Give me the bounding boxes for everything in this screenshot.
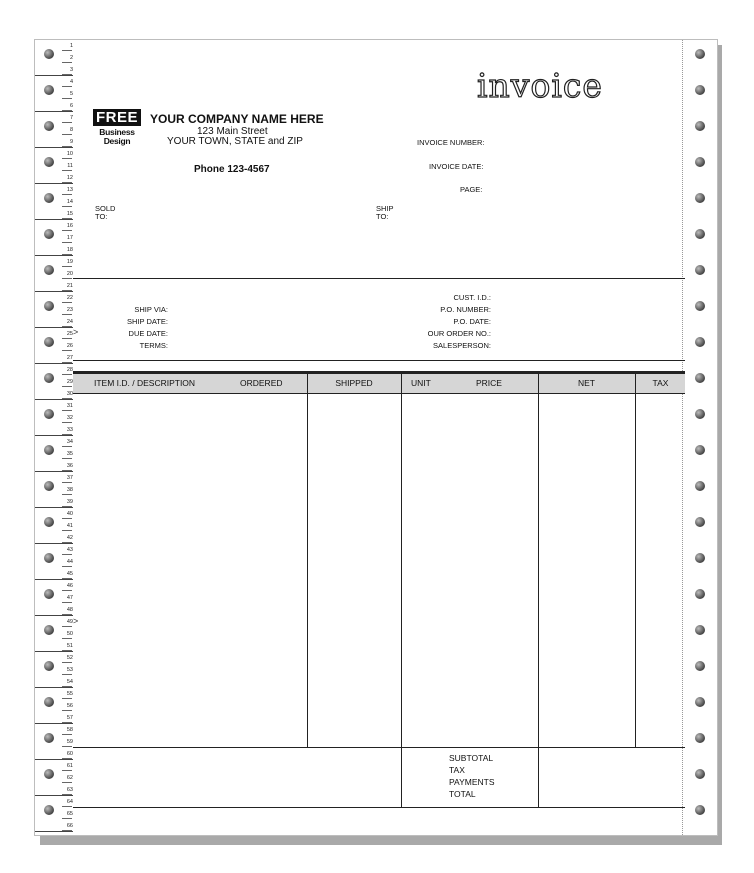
line-number: 43 (66, 547, 73, 553)
line-tick (62, 638, 72, 639)
strip-division (35, 795, 73, 796)
tractor-hole (44, 265, 54, 275)
tractor-hole (695, 481, 705, 491)
strip-division (35, 615, 73, 616)
tractor-hole (44, 589, 54, 599)
line-number: 58 (66, 727, 73, 733)
tractor-hole (44, 625, 54, 635)
line-tick (62, 410, 72, 411)
cust-id-label: CUST. I.D.: (453, 293, 491, 302)
tractor-hole (695, 49, 705, 59)
column-divider-tax-left (635, 374, 636, 748)
salesperson-label: SALESPERSON: (433, 341, 491, 350)
terms-label: TERMS: (139, 341, 168, 350)
line-number: 53 (66, 667, 73, 673)
line-number: 20 (66, 271, 73, 277)
due-date-label: DUE DATE: (128, 329, 168, 338)
line-number: 65 (66, 811, 73, 817)
tractor-hole (695, 301, 705, 311)
tractor-hole (44, 157, 54, 167)
line-tick (62, 662, 72, 663)
tractor-hole (44, 85, 54, 95)
line-number: 51 (66, 643, 73, 649)
line-tick (62, 314, 72, 315)
invoice-number-label: INVOICE NUMBER: (417, 138, 485, 147)
line-number: 61 (66, 763, 73, 769)
line-number: 62 (66, 775, 73, 781)
line-number: 52 (66, 655, 73, 661)
tractor-hole (44, 121, 54, 131)
line-number: 56 (66, 703, 73, 709)
free-business-design-logo (93, 109, 141, 146)
tractor-hole (695, 625, 705, 635)
line-tick (62, 422, 72, 423)
tractor-hole (695, 373, 705, 383)
logo-free: FREE (93, 109, 141, 126)
tractor-hole (695, 589, 705, 599)
strip-division (35, 759, 73, 760)
tractor-hole (44, 661, 54, 671)
line-tick (62, 158, 72, 159)
line-number: 17 (66, 235, 73, 241)
strip-division (35, 543, 73, 544)
column-divider-shipped-left (307, 374, 308, 748)
tractor-hole (695, 409, 705, 419)
ship-to-label (376, 205, 394, 221)
strip-division (35, 75, 73, 76)
strip-division (35, 687, 73, 688)
tractor-hole (695, 157, 705, 167)
column-divider-net-left (538, 374, 539, 808)
col-unit: UNIT (411, 378, 431, 388)
line-number: 15 (66, 211, 73, 217)
invoice-date-label: INVOICE DATE: (429, 162, 484, 171)
line-number: 64 (66, 799, 73, 805)
strip-division (35, 363, 73, 364)
logo-design: Design (103, 136, 131, 146)
strip-division (35, 831, 73, 832)
tractor-hole (695, 553, 705, 563)
company-street: 123 Main Street (197, 126, 268, 137)
subtotal-label: SUBTOTAL (449, 753, 494, 763)
tractor-hole (695, 229, 705, 239)
line-tick (62, 206, 72, 207)
line-tick (62, 170, 72, 171)
line-number: 25 (66, 331, 73, 337)
line-number: 12 (66, 175, 73, 181)
line-number: 13 (66, 187, 73, 193)
left-tractor-strip (35, 40, 73, 835)
tractor-hole (695, 85, 705, 95)
line-number: 66 (66, 823, 73, 829)
line-number: 32 (66, 415, 73, 421)
alignment-arrow-top: > (73, 327, 79, 337)
tractor-hole (695, 337, 705, 347)
tractor-hole (695, 805, 705, 815)
line-number: 29 (66, 379, 73, 385)
line-tick (62, 230, 72, 231)
line-number: 28 (66, 367, 73, 373)
invoice-title: invoice (477, 66, 603, 105)
tractor-hole (44, 553, 54, 563)
line-tick (62, 98, 72, 99)
line-number: 31 (66, 403, 73, 409)
strip-division (35, 435, 73, 436)
line-number: 23 (66, 307, 73, 313)
line-number: 6 (69, 103, 73, 109)
line-number: 27 (66, 355, 73, 361)
line-tick (62, 746, 72, 747)
line-tick (62, 494, 72, 495)
strip-division (35, 399, 73, 400)
tractor-hole (44, 301, 54, 311)
strip-division (35, 579, 73, 580)
col-shipped: SHIPPED (335, 378, 373, 388)
payments-label: PAYMENTS (449, 777, 495, 787)
line-tick (62, 446, 72, 447)
column-divider-unit-left (401, 374, 402, 808)
line-tick (62, 818, 72, 819)
sold-label: SOLD (95, 204, 116, 213)
tractor-hole (695, 733, 705, 743)
line-tick (62, 50, 72, 51)
line-number: 4 (69, 79, 73, 85)
col-price: PRICE (476, 378, 502, 388)
tractor-hole (44, 193, 54, 203)
tractor-hole (44, 769, 54, 779)
line-number: 22 (66, 295, 73, 301)
divider-address (73, 278, 685, 279)
strip-division (35, 111, 73, 112)
ship-via-label: SHIP VIA: (134, 305, 168, 314)
tax-total-label: TAX (449, 765, 465, 775)
tractor-hole (695, 517, 705, 527)
strip-division (35, 219, 73, 220)
line-number: 2 (69, 55, 73, 61)
line-tick (62, 278, 72, 279)
line-number: 26 (66, 343, 73, 349)
line-tick (62, 518, 72, 519)
line-tick (62, 386, 72, 387)
line-number: 44 (66, 559, 73, 565)
po-date-label: P.O. DATE: (453, 317, 491, 326)
line-number: 48 (66, 607, 73, 613)
line-tick (62, 626, 72, 627)
tractor-hole (44, 409, 54, 419)
line-tick (62, 674, 72, 675)
right-tractor-strip (682, 40, 717, 835)
line-tick (62, 554, 72, 555)
line-number: 63 (66, 787, 73, 793)
tractor-hole (695, 661, 705, 671)
strip-division (35, 183, 73, 184)
col-ordered: ORDERED (240, 378, 283, 388)
line-tick (62, 710, 72, 711)
col-tax: TAX (652, 378, 669, 388)
line-tick (62, 806, 72, 807)
line-number: 10 (66, 151, 73, 157)
table-bottom-rule (73, 747, 685, 748)
line-number: 14 (66, 199, 73, 205)
line-tick (62, 122, 72, 123)
line-number: 60 (66, 751, 73, 757)
tractor-hole (695, 445, 705, 455)
line-number: 8 (69, 127, 73, 133)
tractor-hole (44, 481, 54, 491)
strip-division (35, 255, 73, 256)
strip-division (35, 507, 73, 508)
strip-division (35, 327, 73, 328)
line-number: 19 (66, 259, 73, 265)
tractor-hole (44, 49, 54, 59)
line-number: 41 (66, 523, 73, 529)
line-tick (62, 194, 72, 195)
tractor-hole (44, 697, 54, 707)
line-tick (62, 482, 72, 483)
line-number: 37 (66, 475, 73, 481)
line-tick (62, 242, 72, 243)
line-tick (62, 350, 72, 351)
line-number: 35 (66, 451, 73, 457)
line-number: 11 (67, 163, 73, 169)
line-number: 1 (69, 43, 73, 49)
tractor-hole (44, 517, 54, 527)
tractor-hole (695, 193, 705, 203)
strip-division (35, 291, 73, 292)
line-tick (62, 590, 72, 591)
total-label: TOTAL (449, 789, 476, 799)
alignment-arrow-bottom: > (73, 616, 79, 626)
line-number: 7 (69, 115, 73, 121)
line-number: 49 (66, 619, 73, 625)
line-number: 38 (66, 487, 73, 493)
line-tick (62, 62, 72, 63)
line-number: 55 (66, 691, 73, 697)
line-number: 33 (66, 427, 73, 433)
sold-to-colon: TO: (95, 212, 108, 221)
logo-business: Business (99, 127, 135, 137)
tractor-hole (44, 337, 54, 347)
tractor-hole (695, 697, 705, 707)
line-tick (62, 86, 72, 87)
page-label: PAGE: (460, 185, 483, 194)
sold-to-label (95, 205, 115, 221)
po-number-label: P.O. NUMBER: (440, 305, 491, 314)
line-number: 3 (69, 67, 73, 73)
ship-to-colon: TO: (376, 212, 389, 221)
line-number: 30 (66, 391, 73, 397)
tractor-hole (44, 373, 54, 383)
line-tick (62, 734, 72, 735)
strip-division (35, 471, 73, 472)
tractor-hole (695, 769, 705, 779)
line-number: 50 (66, 631, 73, 637)
line-tick (62, 770, 72, 771)
line-tick (62, 338, 72, 339)
line-number: 47 (66, 595, 73, 601)
line-number: 45 (66, 571, 73, 577)
line-number: 34 (66, 439, 73, 445)
tractor-hole (44, 229, 54, 239)
invoice-form (73, 40, 685, 835)
line-tick (62, 602, 72, 603)
tractor-hole (44, 805, 54, 815)
company-city: YOUR TOWN, STATE and ZIP (167, 136, 303, 147)
line-number: 42 (66, 535, 73, 541)
line-tick (62, 374, 72, 375)
line-number: 9 (69, 139, 73, 145)
line-number: 5 (69, 91, 73, 97)
line-tick (62, 566, 72, 567)
line-tick (62, 782, 72, 783)
table-header-rule (73, 393, 685, 394)
company-phone: Phone 123-4567 (194, 164, 270, 175)
line-tick (62, 458, 72, 459)
tractor-hole (695, 121, 705, 131)
divider-order-info (73, 360, 685, 361)
table-top-rule (73, 371, 685, 374)
tractor-hole (695, 265, 705, 275)
company-name: YOUR COMPANY NAME HERE (150, 112, 324, 126)
line-number: 46 (66, 583, 73, 589)
col-net: NET (578, 378, 595, 388)
line-tick (62, 302, 72, 303)
tractor-hole (44, 445, 54, 455)
line-number: 18 (66, 247, 73, 253)
strip-division (35, 651, 73, 652)
tractor-hole (44, 733, 54, 743)
line-tick (62, 698, 72, 699)
line-number: 59 (66, 739, 73, 745)
line-number: 24 (66, 319, 73, 325)
strip-division (35, 723, 73, 724)
our-order-no-label: OUR ORDER NO.: (427, 329, 491, 338)
line-tick (62, 530, 72, 531)
line-tick (62, 266, 72, 267)
totals-bottom-rule (73, 807, 685, 808)
line-number: 54 (66, 679, 73, 685)
continuous-form-paper (34, 39, 718, 836)
line-tick (62, 134, 72, 135)
strip-division (35, 147, 73, 148)
ship-date-label: SHIP DATE: (127, 317, 168, 326)
line-number: 36 (66, 463, 73, 469)
line-number: 39 (66, 499, 73, 505)
col-item-description: ITEM I.D. / DESCRIPTION (94, 378, 196, 388)
line-number: 16 (66, 223, 73, 229)
line-number: 57 (66, 715, 73, 721)
line-number: 40 (66, 511, 73, 517)
line-number: 21 (66, 283, 73, 289)
ship-label: SHIP (376, 204, 394, 213)
